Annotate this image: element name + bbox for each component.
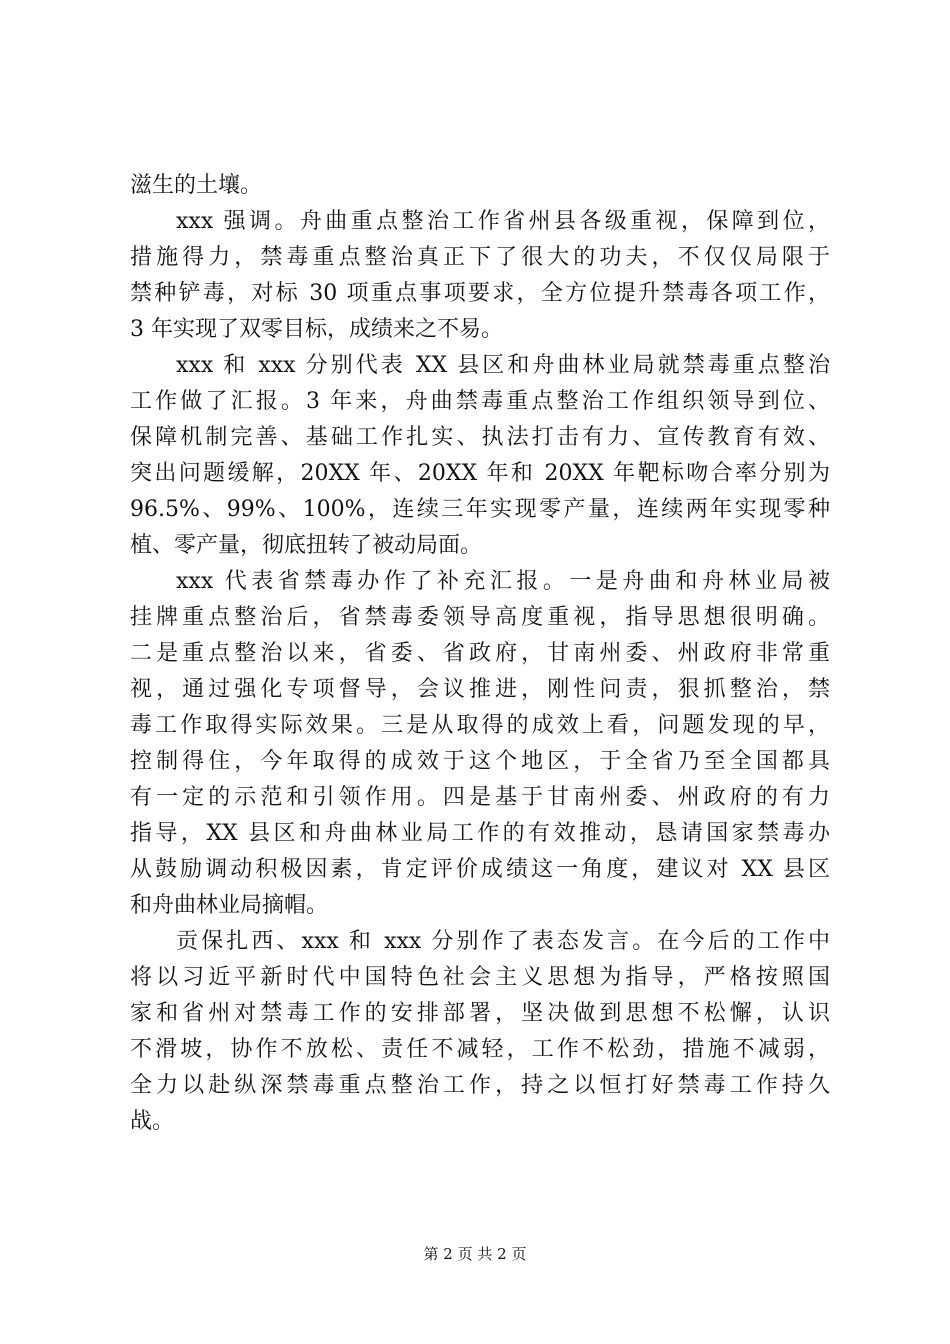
paragraph-line: 禁种铲毒，对标 30 项重点事项要求，全方位提升禁毒各项工作， [130,281,830,306]
paragraph-line: 家和省州对禁毒工作的安排部署，坚决做到思想不松懈，认识 [130,1001,830,1026]
paragraph-line: 不滑坡，协作不放松、责任不减轻，工作不松劲，措施不减弱， [130,1037,830,1062]
paragraph-line: 贡保扎西、xxx 和 xxx 分别作了表态发言。在今后的工作中 [176,929,830,954]
paragraph [130,204,830,348]
paragraph [130,564,830,924]
paragraph-line: 全力以赴纵深禁毒重点整治工作，持之以恒打好禁毒工作持久 [130,1073,830,1098]
paragraph-line: 保障机制完善、基础工作扎实、执法打击有力、宣传教育有效、 [130,425,830,450]
paragraph-line: 二是重点整治以来，省委、省政府，甘南州委、州政府非常重 [130,641,830,666]
paragraph-line: 将以习近平新时代中国特色社会主义思想为指导，严格按照国 [130,965,830,990]
paragraph-line: 96.5%、99%、100%，连续三年实现零产量，连续两年实现零种 [130,497,830,522]
paragraph-line: xxx 强调。舟曲重点整治工作省州县各级重视，保障到位， [176,209,830,234]
paragraph-line: xxx 代表省禁毒办作了补充汇报。一是舟曲和舟林业局被 [176,569,830,594]
document-body [130,168,830,1140]
page-footer: 第 2 页 共 2 页 [423,1245,527,1263]
paragraph-line: 工作做了汇报。3 年来，舟曲禁毒重点整治工作组织领导到位、 [130,389,830,414]
paragraph [130,924,830,1140]
paragraph-line: 战。 [130,1109,175,1134]
paragraph-line: 措施得力，禁毒重点整治真正下了很大的功夫，不仅仅局限于 [130,245,830,270]
paragraph-line: 滋生的土壤。 [130,173,263,198]
paragraph-line: 从鼓励调动积极因素，肯定评价成绩这一角度，建议对 XX 县区 [130,857,830,882]
paragraph-line: 视，通过强化专项督导，会议推进，刚性问责，狠抓整治，禁 [130,677,830,702]
paragraph [130,348,830,564]
paragraph-line: 和舟曲林业局摘帽。 [130,893,329,918]
paragraph-line: 突出问题缓解，20XX 年、20XX 年和 20XX 年靶标吻合率分别为 [130,461,830,486]
paragraph [130,168,830,204]
paragraph-line: 植、零产量，彻底扭转了被动局面。 [130,533,483,558]
paragraph-line: 指导，XX 县区和舟曲林业局工作的有效推动，恳请国家禁毒办 [130,821,830,846]
paragraph-line: 挂牌重点整治后，省禁毒委领导高度重视，指导思想很明确。 [130,605,830,630]
paragraph-line: 3 年实现了双零目标，成绩来之不易。 [130,317,503,342]
paragraph-line: xxx 和 xxx 分别代表 XX 县区和舟曲林业局就禁毒重点整治 [176,353,830,378]
paragraph-line: 毒工作取得实际效果。三是从取得的成效上看，问题发现的早， [130,713,830,738]
paragraph-line: 控制得住，今年取得的成效于这个地区，于全省乃至全国都具 [130,749,830,774]
paragraph-line: 有一定的示范和引领作用。四是基于甘南州委、州政府的有力 [130,785,830,810]
